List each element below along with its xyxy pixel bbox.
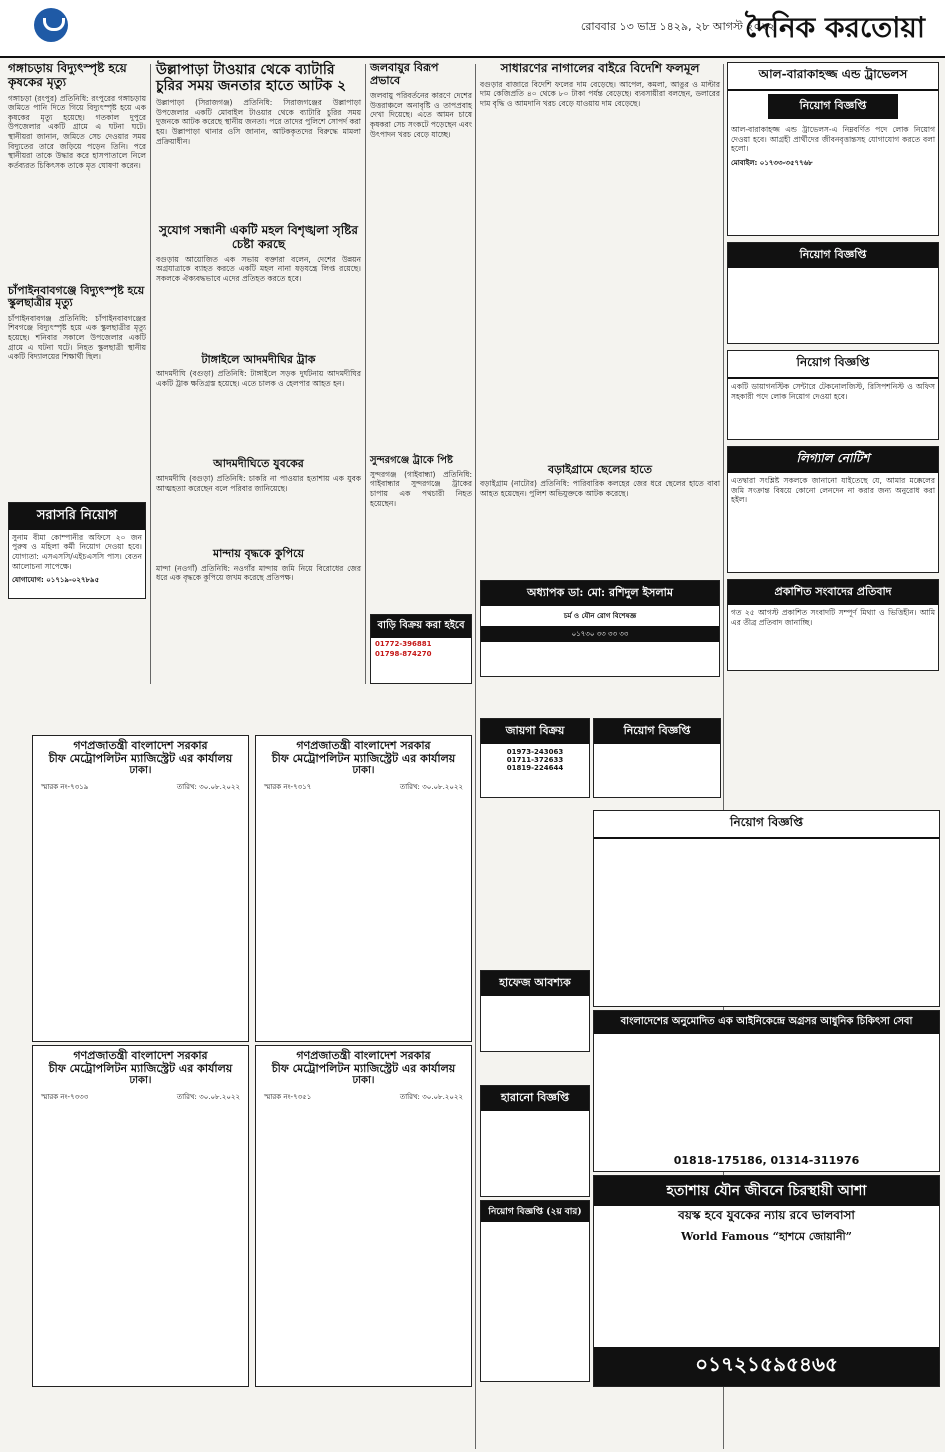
- ad-stpi-recruitment: [593, 810, 940, 1007]
- notice-office: চীফ মেট্রোপলিটন ম্যাজিস্ট্রেট এর কার্যালয়: [48, 751, 233, 765]
- ad-text: গত ২৫ আগস্ট প্রকাশিত সংবাদটি সম্পূর্ণ মিথ্যা ও ভিত্তিহীন। আমি এর তীব্র প্রতিবাদ জানাচ্ছি।: [731, 608, 938, 627]
- column-separator: [475, 64, 476, 1449]
- ad-contact: মোবাইল: ০১৭৩৩-৩৫৭৭৬৮: [731, 158, 813, 167]
- notice-city: ঢাকা।: [352, 765, 375, 777]
- headline: চাঁপাইনবাবগঞ্জে বিদ্যুৎস্পৃষ্ট হয়ে স্কুলছাত্রীর মৃত্যু: [8, 283, 145, 310]
- ad-hafez-wanted: [480, 970, 590, 1052]
- ad-contact: যোগাযোগ: ০১৭১৯-০২৭৮৯৫: [12, 576, 100, 585]
- ad-title: বাড়ি বিক্রয় করা হইবে: [371, 615, 471, 638]
- ad-phone: ০১৭২১৫৯৫৪৬৫: [594, 1347, 939, 1386]
- memo-number: স্মারক নং-৭৩৩৩: [41, 1092, 89, 1101]
- headline: বড়াইগ্রামে ছেলের হাতে: [548, 462, 652, 476]
- center-column: [370, 61, 475, 684]
- ad-travel: [727, 62, 939, 236]
- ad-phone: 01772-396881: [375, 639, 432, 648]
- ad-title: নিয়োগ বিজ্ঞপ্তি: [594, 811, 939, 839]
- ad-lost-notice: [480, 1085, 590, 1197]
- ad-title: নিয়োগ বিজ্ঞপ্তি: [728, 351, 938, 379]
- ad-title: বাংলাদেশের অনুমোদিত এক আইনিকেন্দ্রে অগ্রসর আধুনিক চিকিৎসা সেবা: [594, 1011, 939, 1034]
- article-text: বগুড়ায় আয়োজিত এক সভায় বক্তারা বলেন, দেশের উন্নয়ন অগ্রযাত্রাকে ব্যাহত করতে একটি মহল নানা ষড়যন্ত্রে লিপ্ত রয়েছে। সকলকে ঐক্যবদ্ধভাবে এদের প্রতিহত করতে হবে।: [156, 254, 364, 283]
- ad-subtitle: বয়স্ক হবে যুবকের ন্যায় রবে ভালবাসা: [678, 1208, 855, 1222]
- newspaper-title: দৈনিক করতোয়া: [744, 11, 925, 44]
- notice-date: তারিখ: ৩০.০৮.২০২২: [176, 1092, 240, 1101]
- notice-date: তারিখ: ৩০.০৮.২০২২: [399, 782, 463, 791]
- headline: মান্দায় বৃদ্ধকে কুপিয়ে: [213, 547, 304, 561]
- newspaper-logo-icon: [34, 8, 68, 42]
- notice-city: ঢাকা।: [352, 1075, 375, 1087]
- notice-city: ঢাকা।: [129, 1075, 152, 1087]
- memo-number: স্মারক নং-৭৩৫১: [264, 1092, 312, 1101]
- ad-phone: 01819-224644: [506, 764, 564, 772]
- article-text: চাঁপাইনবাবগঞ্জ প্রতিনিধি: চাঁপাইনবাবগঞ্জের শিবগঞ্জে বিদ্যুৎস্পৃষ্ট হয়ে এক স্কুলছাত্রীর মৃত্যু হয়েছে। শনিবার সকালে উপজেলার একটি গ্রামে এ ঘটনা ঘটে। নিহত স্কুলছাত্রী স্থানীয় একটি বিদ্যালয়ের শিক্ষার্থী ছিল।: [8, 313, 149, 362]
- ad-legal-notice: [727, 446, 939, 573]
- ad-job-notice: [727, 242, 939, 344]
- ad-text: এতদ্বারা সংশ্লিষ্ট সকলকে জানানো যাইতেছে যে, আমার মক্কেলের জমি সংক্রান্ত বিষয়ে কোনো লেনদেন না করার জন্য অনুরোধ করা হইল।: [731, 476, 938, 505]
- memo-number: স্মারক নং-৭৩১৭: [264, 782, 312, 791]
- issue-date: রোববার ১৩ ভাদ্র ১৪২৯, ২৮ আগস্ট ২০২২: [580, 20, 775, 33]
- ad-title: হাফেজ আবশ্যক: [481, 971, 589, 996]
- ad-title: হারানো বিজ্ঞপ্তি: [481, 1086, 589, 1111]
- ad-house-sale: [370, 614, 472, 684]
- notice-office: চীফ মেট্রোপলিটন ম্যাজিস্ট্রেট এর কার্যালয়: [48, 1061, 233, 1075]
- doctor-speciality: চর্ম ও যৌন রোগ বিশেষজ্ঞ: [563, 612, 637, 621]
- court-notice: [32, 735, 249, 1042]
- notice-title: গণপ্রজাতন্ত্রী বাংলাদেশ সরকার: [296, 739, 431, 752]
- ad-brand: World Famous “হাশমে জোয়ানী”: [681, 1229, 852, 1243]
- article-text: সুন্দরগঞ্জ (গাইবান্ধা) প্রতিনিধি: গাইবান্ধার সুন্দরগঞ্জে ট্রাকের চাপায় এক পথচারী নিহত হয়েছেন।: [370, 469, 475, 508]
- ad-title: নিয়োগ বিজ্ঞপ্তি (২য় বার): [481, 1201, 589, 1222]
- court-notice: [255, 1045, 472, 1387]
- ad-clinic: [593, 1010, 940, 1172]
- headline: সাধারণের নাগালের বাইরে বিদেশি ফলমূল: [500, 61, 700, 75]
- ad-land-sale: [480, 718, 590, 798]
- article-text: আদমদীঘি (বগুড়া) প্রতিনিধি: চাকরি না পাওয়ার হতাশায় এক যুবক আত্মহত্যা করেছেন বলে পরিবার জানিয়েছে।: [156, 474, 364, 493]
- article-text: উল্লাপাড়া (সিরাজগঞ্জ) প্রতিনিধি: সিরাজগঞ্জের উল্লাপাড়া উপজেলার একটি মোবাইল টাওয়ার থেকে ব্যাটারি চুরির সময় দুজনকে আটক করেছে স্থানীয় জনতা। পরে তাদের পুলিশে সোপর্দ করা হয়। উল্লাপাড়া থানার ওসি জানান, আটককৃতদের বিরুদ্ধে মামলা প্রক্রিয়াধীন।: [156, 98, 364, 146]
- article-text: গঙ্গাচড়া (রংপুর) প্রতিনিধি: রংপুরের গঙ্গাচড়ায় জমিতে পানি দিতে গিয়ে বিদ্যুৎস্পৃষ্ট হয়ে এক কৃষকের মৃত্যু হয়েছে। গতকাল দুপুরে উপজেলার একটি গ্রামে এ ঘটনা ঘটে। স্থানীয়রা জানান, জমিতে সেচ দেওয়ার সময় বিদ্যুতের তারে জড়িয়ে পড়েন তিনি। পরে স্থানীয়রা তাকে উদ্ধার করে হাসপাতালে নিলে কর্তব্যরত চিকিৎসক তাকে মৃত ঘোষণা করেন।: [8, 93, 149, 170]
- doctor-name: অধ্যাপক ডা: মো: রশিদুল ইসলাম: [481, 581, 719, 606]
- article-text: বগুড়ার বাজারে বিদেশি ফলের দাম বেড়েছে। আপেল, কমলা, আঙুর ও মাল্টার দাম কেজিপ্রতি ৪০ থেকে ৮০ টাকা পর্যন্ত বেড়েছে। ব্যবসায়ীরা বলছেন, ডলারের দাম বৃদ্ধি ও আমদানি খরচ বেড়ে যাওয়ায় দাম বেড়েছে।: [480, 79, 723, 108]
- ad-doctor: [480, 580, 720, 677]
- ad-subtitle: নিয়োগ বিজ্ঞপ্তি: [768, 94, 898, 119]
- court-notice: [255, 735, 472, 1042]
- headline: উল্লাপাড়া টাওয়ার থেকে ব্যাটারি চুরির সময় জনতার হাতে আটক ২: [156, 62, 347, 95]
- headline: গঙ্গাচড়ায় বিদ্যুৎস্পৃষ্ট হয়ে কৃষকের মৃত্যু: [8, 61, 127, 89]
- right-center-column: [480, 61, 723, 677]
- notice-title: গণপ্রজাতন্ত্রী বাংলাদেশ সরকার: [73, 739, 208, 752]
- ad-title: প্রকাশিত সংবাদের প্রতিবাদ: [728, 580, 938, 605]
- ad-title: জায়গা বিক্রয়: [481, 719, 589, 744]
- notice-office: চীফ মেট্রোপলিটন ম্যাজিস্ট্রেট এর কার্যালয়: [271, 751, 456, 765]
- ad-title: হতাশায় যৌন জীবনে চিরস্থায়ী আশা: [594, 1176, 939, 1206]
- headline: আদমদীঘিতে যুবকের: [213, 457, 304, 471]
- middle-column: [156, 62, 364, 609]
- article-text: জলবায়ু পরিবর্তনের কারণে দেশের উত্তরাঞ্চলে অনাবৃষ্টি ও তাপপ্রবাহ দেখা দিয়েছে। এতে আমন চাষে কৃষকরা সেচ সংকটে পড়েছেন এবং উৎপাদন খরচ বেড়ে যাচ্ছে।: [370, 91, 475, 139]
- notice-title: গণপ্রজাতন্ত্রী বাংলাদেশ সরকার: [296, 1049, 431, 1062]
- masthead: [0, 0, 945, 58]
- ad-phone: 01711-372633: [506, 756, 564, 764]
- ad-phone: 01798-874270: [375, 649, 432, 658]
- ad-title: আল-বারাকাহজ্জ এন্ড ট্রাভেলস: [728, 63, 938, 91]
- right-column: [727, 62, 939, 671]
- notice-office: চীফ মেট্রোপলিটন ম্যাজিস্ট্রেট এর কার্যালয়: [271, 1061, 456, 1075]
- headline: সুন্দরগঞ্জে ট্রাকে পিষ্ট: [370, 455, 453, 467]
- ad-text: আল-বারাকাহজ্জ এন্ড ট্রাভেলস-এ নিম্নবর্ণিত পদে লোক নিয়োগ দেওয়া হবে। আগ্রহী প্রার্থীদের জীবনবৃত্তান্তসহ যোগাযোগ করতে বলা হলো।: [731, 125, 938, 154]
- notice-date: তারিখ: ৩০.০৮.২০২২: [176, 782, 240, 791]
- article-text: আদমদীঘি (বগুড়া) প্রতিনিধি: টাঙ্গাইলে সড়ক দুর্ঘটনায় আদমদীঘির একটি ট্রাক ক্ষতিগ্রস্ত হয়েছে। এতে চালক ও হেলপার আহত হন।: [156, 369, 364, 389]
- ad-protest: [727, 579, 939, 671]
- ad-direct-recruitment: [8, 502, 146, 599]
- headline: জলবায়ুর বিরূপ প্রভাবে: [370, 61, 439, 87]
- headline: সুযোগ সন্ধানী একটি মহল বিশৃঙ্খলা সৃষ্টির চেষ্টা করছে: [159, 223, 358, 251]
- ad-title: নিয়োগ বিজ্ঞপ্তি: [594, 719, 720, 744]
- ad-job-notice: [727, 350, 939, 440]
- ad-phone: 01818-175186, 01314-311976: [673, 1154, 860, 1167]
- column-separator: [150, 64, 151, 684]
- ad-text: একটি ডায়াগনস্টিক সেন্টারে টেকনোলজিস্ট, রিসিপশনিস্ট ও অফিস সহকারী পদে লোক নিয়োগ দেওয়া হবে।: [731, 382, 938, 401]
- ad-title: নিয়োগ বিজ্ঞপ্তি: [728, 243, 938, 268]
- ad-job-notice-2nd: [480, 1200, 590, 1382]
- doctor-phone: ০১৭৩০ ৩৩ ৩৩ ৩৩: [481, 626, 719, 642]
- left-column: [8, 61, 149, 599]
- ad-title: সরাসরি নিয়োগ: [9, 503, 145, 530]
- notice-title: গণপ্রজাতন্ত্রী বাংলাদেশ সরকার: [73, 1049, 208, 1062]
- headline: টাঙ্গাইলে আদমদীঘির ট্রাক: [201, 352, 316, 366]
- column-separator: [365, 64, 366, 684]
- ad-phone: 01973-243063: [506, 748, 564, 756]
- ad-health-product: [593, 1175, 940, 1387]
- ad-job-notice: [593, 718, 721, 798]
- court-notice: [32, 1045, 249, 1387]
- ad-text: সুনাম বীমা কোম্পানীর অফিসে ২০ জন পুরুষ ও মহিলা কর্মী নিয়োগ দেওয়া হবে। যোগ্যতা: এসএসসি/এইচএসসি পাস। বেতন আলোচনা সাপেক্ষে।: [12, 532, 145, 571]
- notice-date: তারিখ: ৩০.০৮.২০২২: [399, 1092, 463, 1101]
- memo-number: স্মারক নং-৭৩১৯: [41, 782, 89, 791]
- article-text: মান্দা (নওগাঁ) প্রতিনিধি: নওগাঁর মান্দায় জমি নিয়ে বিরোধের জের ধরে এক বৃদ্ধকে কুপিয়ে জখম করেছে প্রতিপক্ষ।: [156, 563, 364, 583]
- notice-city: ঢাকা।: [129, 765, 152, 777]
- article-text: বড়াইগ্রাম (নাটোর) প্রতিনিধি: পারিবারিক কলহের জের ধরে ছেলের হাতে বাবা আহত হয়েছেন। পুলিশ অভিযুক্তকে আটক করেছে।: [480, 479, 723, 499]
- ad-title: লিগ্যাল নোটিশ: [728, 447, 938, 473]
